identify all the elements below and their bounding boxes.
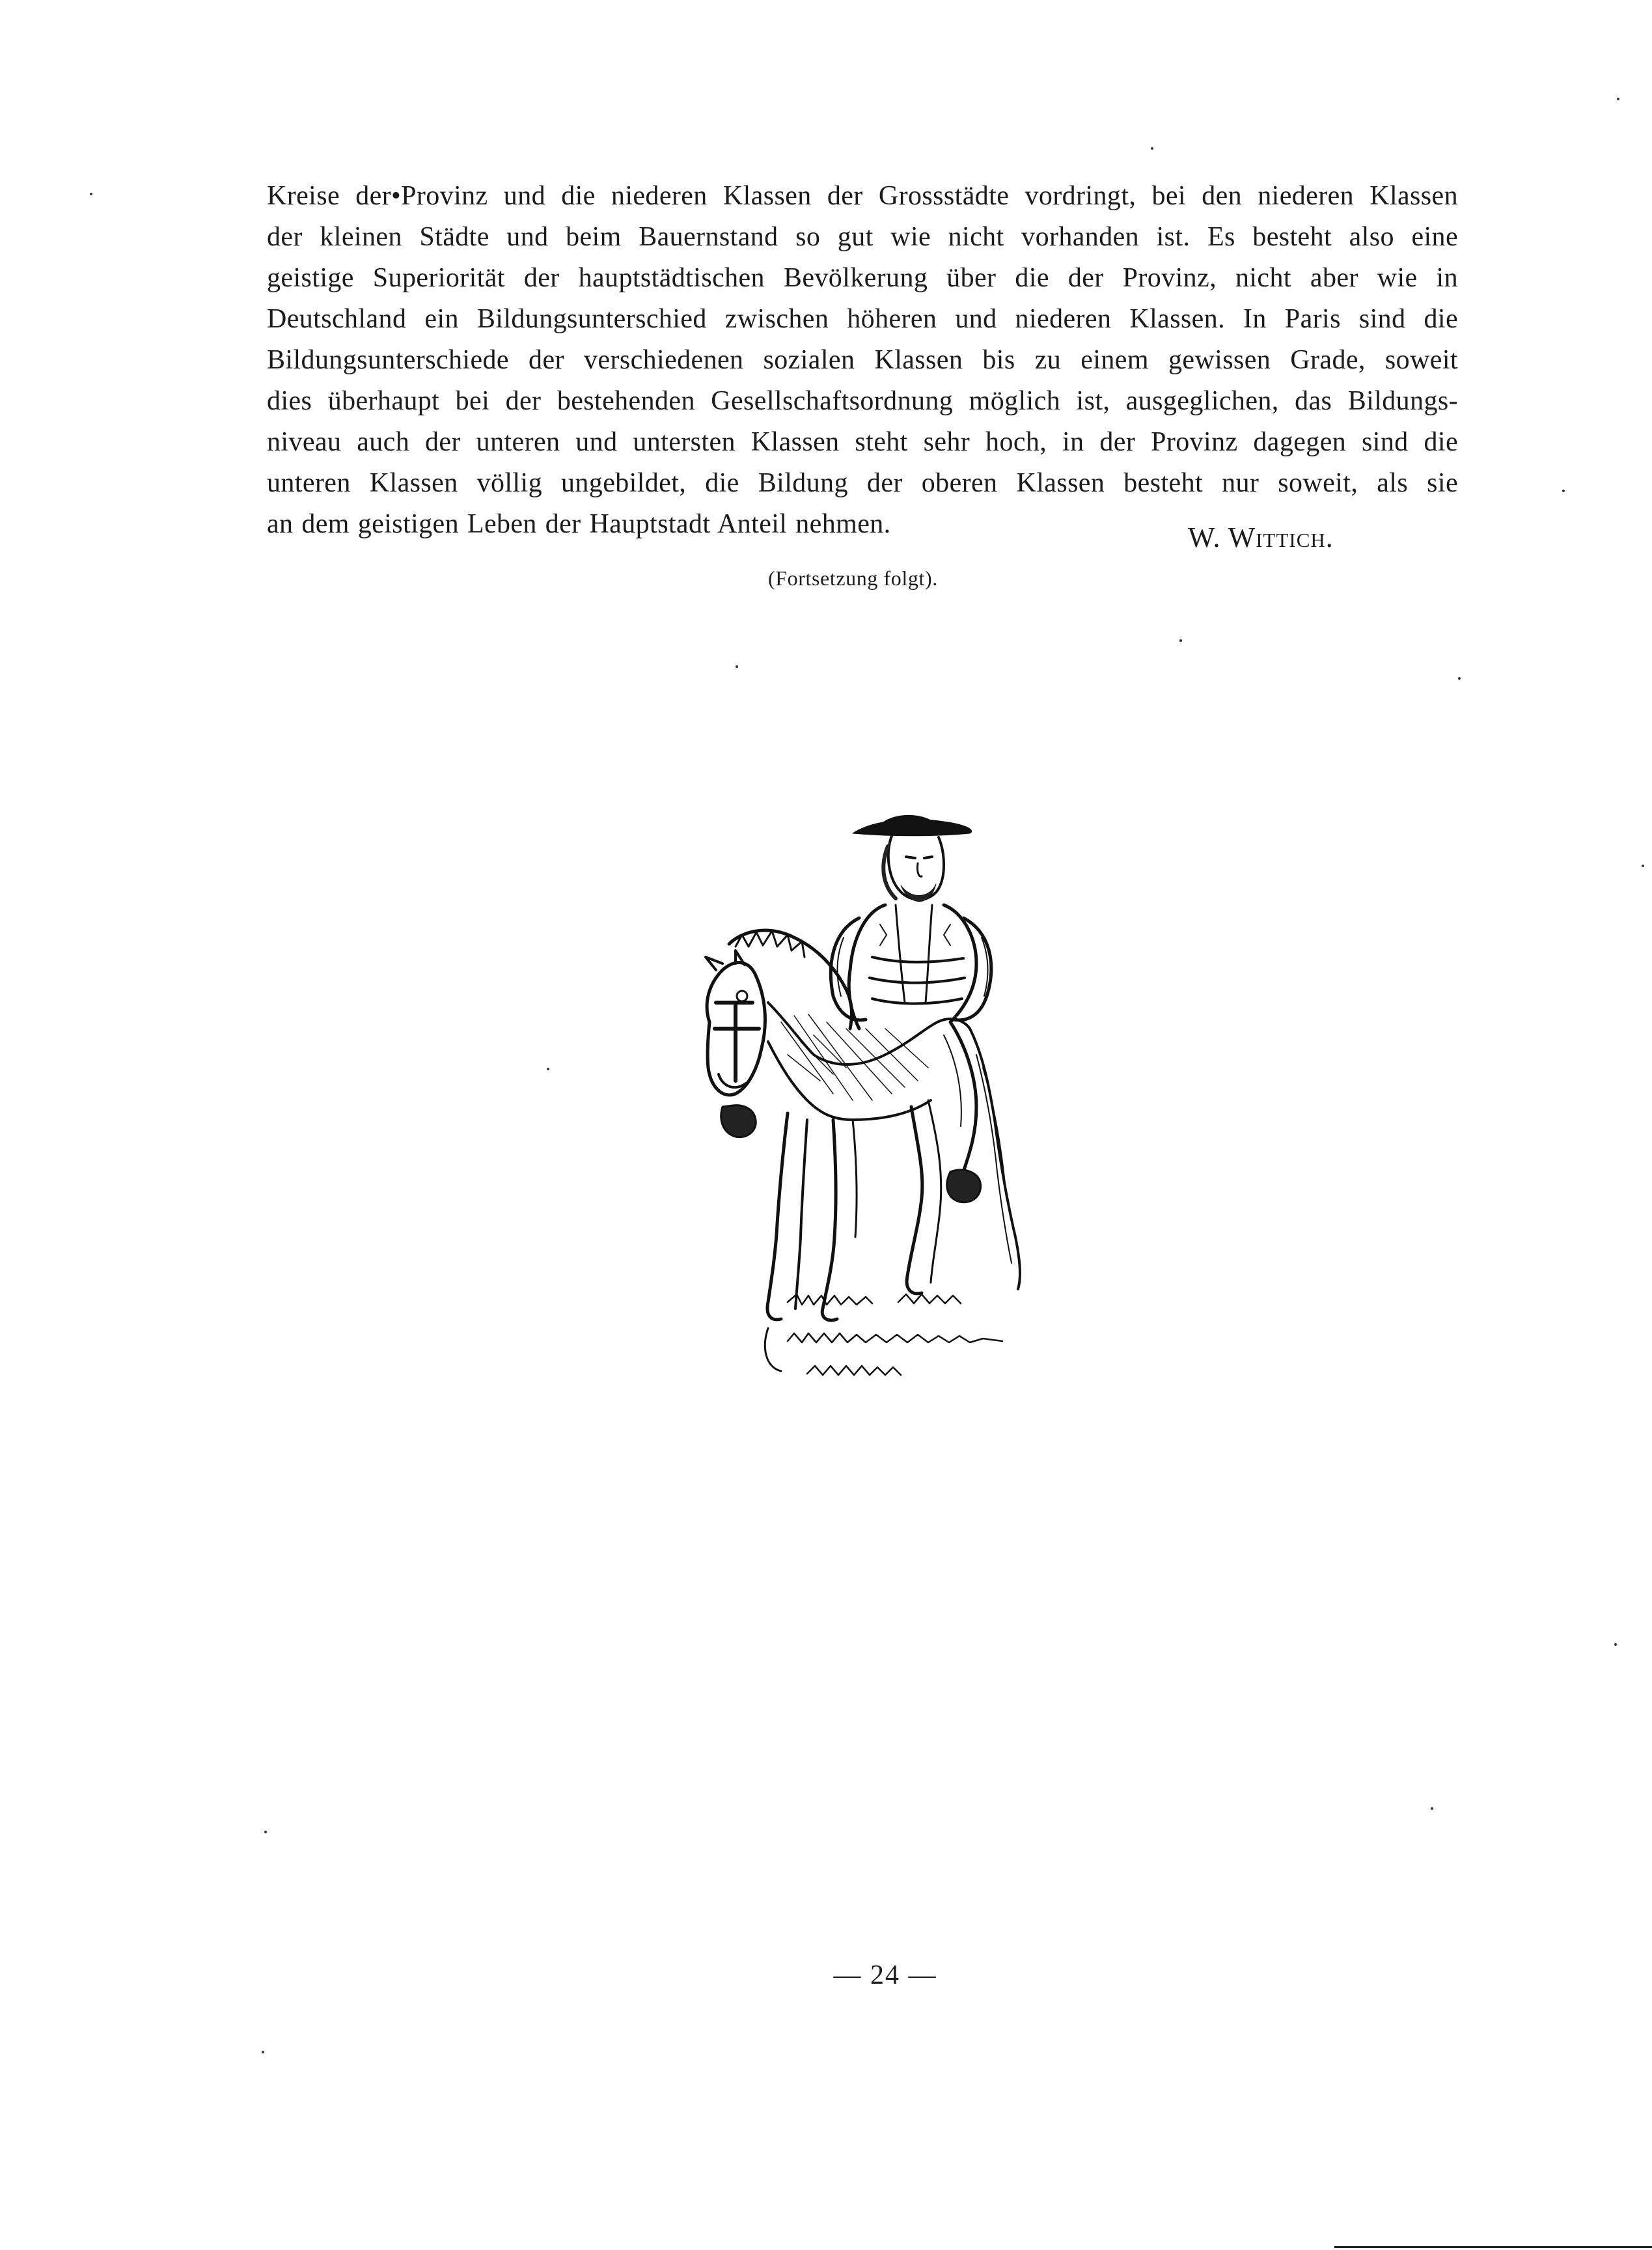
rider-head bbox=[888, 836, 944, 900]
scan-speck bbox=[1617, 98, 1619, 100]
ground-scribble bbox=[788, 1294, 872, 1305]
article-line: niveau auch der unteren und untersten Klassen steht sehr hoch, in der Provinz dagegen sind die bbox=[267, 427, 1458, 457]
article-line: an dem geistigen Leben der Hauptstadt Anteil nehmen. bbox=[267, 509, 891, 539]
scan-speck bbox=[1151, 147, 1153, 150]
scan-speck bbox=[547, 1068, 549, 1070]
scan-speck bbox=[1458, 677, 1461, 680]
horse-tail bbox=[970, 1029, 1020, 1289]
scan-speck bbox=[262, 2051, 264, 2053]
horse-hind-leg bbox=[907, 1107, 922, 1294]
scan-speck bbox=[1562, 490, 1565, 492]
article-line: dies überhaupt bei der bestehenden Gesellschaftsordnung möglich ist, ausgeglichen, das Bildungs- bbox=[267, 386, 1458, 416]
continued-note: (Fortsetzung folgt). bbox=[768, 566, 938, 590]
horse-front-right-leg bbox=[822, 1120, 837, 1320]
scan-speck bbox=[736, 665, 738, 668]
horse-body bbox=[768, 1003, 970, 1064]
article-line: unteren Klassen völlig ungebildet, die Bildung der oberen Klassen besteht nur soweit, als sie bbox=[267, 468, 1458, 498]
scan-speck bbox=[1642, 865, 1644, 867]
article-line: Bildungsunterschiede der verschiedenen sozialen Klassen bis zu einem gewissen Grade, soweit bbox=[267, 345, 1458, 375]
scan-speck bbox=[1614, 1643, 1617, 1646]
rider-leg bbox=[950, 1022, 976, 1172]
scan-speck bbox=[264, 1831, 267, 1833]
scan-speck bbox=[90, 193, 92, 195]
scan-speck bbox=[1179, 639, 1182, 642]
article-line: der kleinen Städte und beim Bauernstand so gut wie nicht vorhanden ist. Es besteht also eine bbox=[267, 222, 1458, 252]
article-line: Kreise der•Provinz und die niederen Klassen der Grossstädte vordringt, bei den niederen Klassen bbox=[267, 181, 1458, 211]
page-number: — 24 — bbox=[833, 1960, 937, 1990]
rider-illustration bbox=[638, 807, 1081, 1497]
article-line: geistige Superiorität der hauptstädtischen Bevölkerung über die der Provinz, nicht aber wie in bbox=[267, 263, 1458, 293]
article-line: Deutschland ein Bildungsunterschied zwischen höheren und niederen Klassen. In Paris sind die bbox=[267, 304, 1458, 334]
scan-edge-rule bbox=[1334, 2246, 1652, 2248]
horse-front-left-leg bbox=[767, 1113, 788, 1320]
scan-speck bbox=[1431, 1807, 1433, 1810]
author-signature: W. Wittich. bbox=[1188, 521, 1334, 553]
rider-torso bbox=[849, 905, 976, 1029]
rider-right-arm bbox=[953, 918, 991, 1020]
article-text bbox=[267, 176, 1458, 545]
rider-left-arm bbox=[831, 918, 866, 1020]
